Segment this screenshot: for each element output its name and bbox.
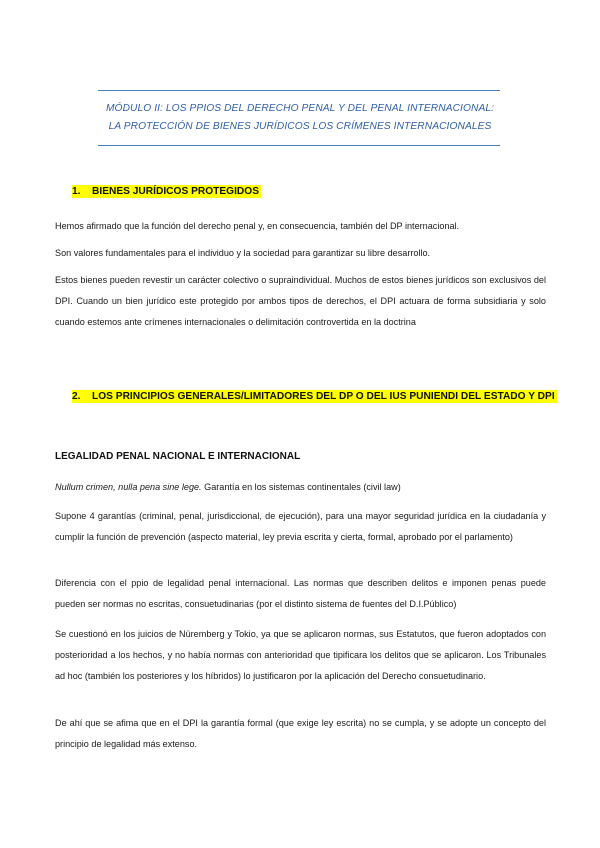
paragraph: Supone 4 garantías (criminal, penal, jurisdiccional, de ejecución), para una mayor seguridad jurídica en la ciudadanía y cumplir la función de prevención (aspecto material, ley previa escrita y cierta, formal, aprobado por el parlamento) — [55, 511, 546, 542]
section-1-heading — [72, 185, 261, 199]
section-1-title: BIENES JURÍDICOS PROTEGIDOS — [92, 186, 259, 197]
latin-maxim-paragraph — [55, 477, 546, 498]
paragraph: Estos bienes pueden revestir un carácter colectivo o supraindividual. Muchos de estos bienes jurídicos son exclusivos del DPI. Cuando un bien jurídico este protegido por ambos tipos de derechos, el DPI actuara de forma subsidiaria y solo cuando estemos ante crímenes internacionales o delimitación controvertida en la doctrina — [55, 275, 546, 327]
module-title-line-2: LA PROTECCIÓN DE BIENES JURÍDICOS LOS CRÍMENES INTERNACIONALES — [108, 121, 492, 132]
header-bottom-rule — [98, 145, 500, 146]
section-2-number: 2. — [72, 391, 81, 402]
section-1-number: 1. — [72, 186, 81, 197]
latin-maxim: Nullum crimen, nulla pena sine lege. — [55, 482, 202, 492]
paragraph: Son valores fundamentales para el individuo y la sociedad para garantizar su libre desarrollo. — [55, 248, 431, 258]
paragraph: Hemos afirmado que la función del derecho penal y, en consecuencia, también del DP internacional. — [55, 221, 460, 231]
latin-maxim-rest: Garantía en los sistemas continentales (civil law) — [201, 482, 401, 492]
module-title-line-1: MÓDULO II: LOS PPIOS DEL DERECHO PENAL Y DEL PENAL INTERNACIONAL: — [105, 103, 495, 114]
header-top-rule — [98, 90, 500, 91]
section-2-heading — [72, 390, 557, 404]
paragraph: Diferencia con el ppio de legalidad penal internacional. Las normas que describen delitos e imponen penas puede pueden ser normas no escritas, consuetudinarias (por el distinto sistema de fuentes del D.I.Público) — [55, 578, 546, 609]
paragraph: De ahí que se afima que en el DPI la garantía formal (que exige ley escrita) no se cumpla, y se adopte un concepto del principio de legalidad más extenso. — [55, 718, 546, 749]
section-2-title: LOS PRINCIPIOS GENERALES/LIMITADORES DEL DP O DEL IUS PUNIENDI DEL ESTADO Y DPI — [92, 391, 555, 402]
paragraph: Se cuestionó en los juicios de Nüremberg y Tokio, ya que se aplicaron normas, sus Estatutos, que fueron adoptados con posterioridad a los hechos, y no había normas con anterioridad que tipificara los delitos que se aplicaron. Los Tribunales ad hoc (también los posteriores y los híbridos) lo justificaron por la aplicación del Derecho consuetudinario. — [55, 629, 546, 681]
subheading-legalidad: LEGALIDAD PENAL NACIONAL E INTERNACIONAL — [55, 451, 301, 462]
